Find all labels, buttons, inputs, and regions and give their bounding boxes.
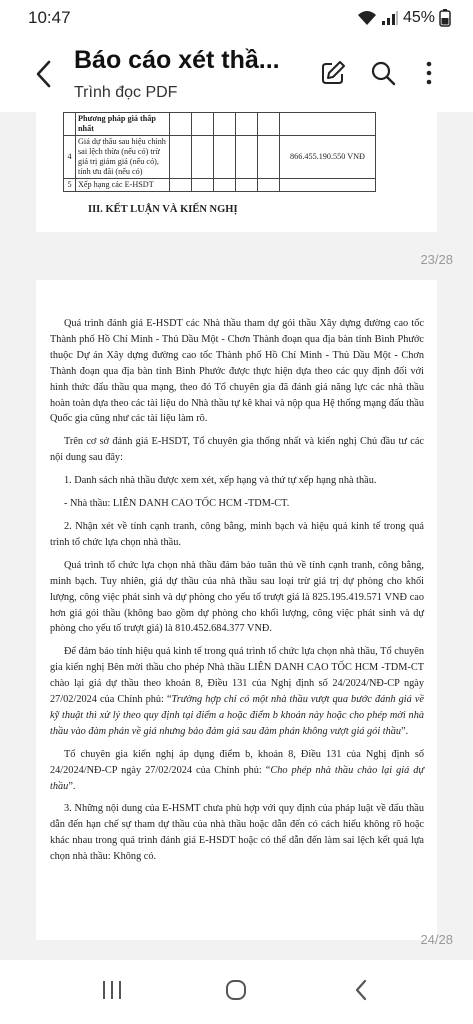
paragraph-text: Tổ chuyên gia kiến nghị áp dụng điểm b, khoản 8, Điều 131 của Nghị định số 24/2024/NĐ-CP ngày 27/02/2024 của Chính phủ: “ — [50, 748, 424, 776]
table-cell: 4 — [64, 136, 76, 179]
paragraph: - Nhà thầu: LIÊN DANH CAO TỐC HCM -TDM-CT. — [64, 498, 290, 510]
table-cell: Phương pháp giá thấp nhất — [76, 113, 170, 136]
pdf-page-24 — [36, 280, 437, 940]
edit-button[interactable] — [318, 60, 348, 90]
edit-icon — [320, 60, 346, 91]
more-vert-icon — [425, 61, 433, 90]
table-cell: 866.455.190.550 VNĐ — [280, 136, 376, 179]
paragraph: 2. Nhận xét về tính cạnh tranh, công bằng, minh bạch và hiệu quả kinh tế trong quá trình tổ chức lựa chọn nhà thầu. — [50, 520, 424, 548]
home-button[interactable] — [216, 972, 256, 1012]
table-cell: Xếp hạng các E-HSDT — [76, 179, 170, 192]
status-time: 10:47 — [28, 8, 71, 27]
paragraph-text: ”. — [401, 725, 409, 737]
app-subtitle: Trình đọc PDF — [74, 84, 178, 101]
paragraph: 3. Những nội dung của E-HSMT chưa phù hợp với quy định của pháp luật về đấu thầu dẫn đến hạn chế sự tham dự thầu của nhà thầu hoặc dẫn đến có cách hiểu không rõ hoặc khác nhau trong quá trình đánh giá E-HSDT hoặc có thể dẫn đến làm sai lệch kết quả lựa chọn nhà thầu: Không có. — [50, 803, 424, 863]
pdf-page-23 — [36, 112, 437, 232]
search-button[interactable] — [368, 60, 398, 90]
paragraph — [50, 747, 424, 795]
table-row — [64, 113, 376, 136]
evaluation-table — [63, 112, 376, 192]
back-nav-icon — [353, 978, 369, 1007]
system-nav-bar — [0, 960, 473, 1024]
paragraph: Quá trình đánh giá E-HSDT các Nhà thầu tham dự gói thầu Xây dựng đường cao tốc Thành phố Hồ Chí Minh - Thủ Dầu Một - Chơn Thành đoạn qua địa bàn tỉnh Bình Phước thuộc Dự án Xây dựng đường cao tốc Thành phố Hồ Chí Minh - Thủ Dầu Một - Chơn Thành đoạn qua địa bàn tỉnh Bình Phước được thực hiện dựa theo các quy định đối với hình thức đấu thầu qua mạng, theo đó Tổ chuyên gia đã đánh giá năng lực các nhà thầu hoàn toàn dựa theo các tài liệu do Nhà thầu tự kê khai và nộp qua Hệ thống mạng đấu thầu Quốc gia cũng như các tài liệu làm rõ. — [50, 318, 424, 425]
status-icons — [357, 9, 451, 27]
battery-icon — [439, 9, 451, 27]
app-header — [0, 40, 473, 112]
more-options-button[interactable] — [414, 60, 444, 90]
page-indicator: 23/28 — [420, 252, 453, 267]
paragraph-text: ”. — [68, 780, 76, 792]
table-cell: Giá dự thầu sau hiệu chỉnh sai lệch thừa (nếu có) trừ giá trị giảm giá (nếu có), tính ưu đãi (nếu có) — [76, 136, 170, 179]
pdf-viewer[interactable] — [0, 112, 473, 960]
status-bar — [0, 0, 473, 36]
wifi-icon — [357, 10, 377, 26]
back-nav-button[interactable] — [341, 972, 381, 1012]
search-icon — [370, 60, 396, 91]
paragraph-text: Để đảm bảo tính hiệu quả kinh tế trong quá trình tổ chức lựa chọn nhà thầu, Tổ chuyên gia kiến nghị Bên mời thầu cho phép Nhà thầu LIÊN DANH CAO TỐC HCM -TDM-CT chào lại giá dự thầu theo khoản 8, Điều 131 của Nghị định số 24/2024/NĐ-CP ngày 27/02/2024 của Chính phủ: “ — [50, 646, 424, 706]
page-indicator: 24/28 — [420, 932, 453, 947]
recent-apps-icon — [100, 979, 124, 1006]
document-title: Báo cáo xét thầ... — [74, 46, 280, 74]
home-icon — [224, 978, 248, 1007]
table-row — [64, 179, 376, 192]
page-body — [50, 316, 424, 872]
recent-apps-button[interactable] — [92, 972, 132, 1012]
section-heading: III. KẾT LUẬN VÀ KIẾN NGHỊ — [88, 204, 238, 215]
paragraph — [50, 644, 424, 739]
paragraph: Quá trình tổ chức lựa chọn nhà thầu đảm bảo tuân thủ về tính cạnh tranh, công bằng, minh bạch. Tuy nhiên, giá dự thầu của nhà thầu sau loại trừ giá trị dự phòng cho khối lượng, công việc phát sinh và dự phòng cho yếu tố trượt giá là 825.195.419.571 VNĐ cao hơn giá gói thầu (không bao gồm dự phòng cho khối lượng, công việc phát sinh và dự phòng cho yếu tố trượt giá) là 810.452.684.377 VNĐ. — [50, 559, 424, 635]
paragraph: 1. Danh sách nhà thầu được xem xét, xếp hạng và thứ tự xếp hạng nhà thầu. — [64, 475, 377, 487]
quote-text: Cho phép nhà thầu chào lại giá dự thầu — [50, 764, 424, 792]
signal-icon — [381, 10, 399, 26]
quote-text: Trường hợp chỉ có một nhà thầu vượt qua bước đánh giá về kỹ thuật thì xử lý theo quy định tại điểm a hoặc điểm b khoản này hoặc cho phép mời nhà thầu vào đàm phán về giá nhưng bảo đảm giá sau đàm phán không vượt giá gói thầu — [50, 694, 424, 737]
back-icon — [34, 59, 52, 94]
battery-percent: 45% — [402, 9, 435, 26]
back-button[interactable] — [28, 58, 58, 94]
table-row — [64, 136, 376, 179]
paragraph: Trên cơ sở đánh giá E-HSDT, Tổ chuyên gia thống nhất và kiến nghị Chủ đầu tư các nội dung sau đây: — [50, 436, 424, 464]
table-cell: 5 — [64, 179, 76, 192]
